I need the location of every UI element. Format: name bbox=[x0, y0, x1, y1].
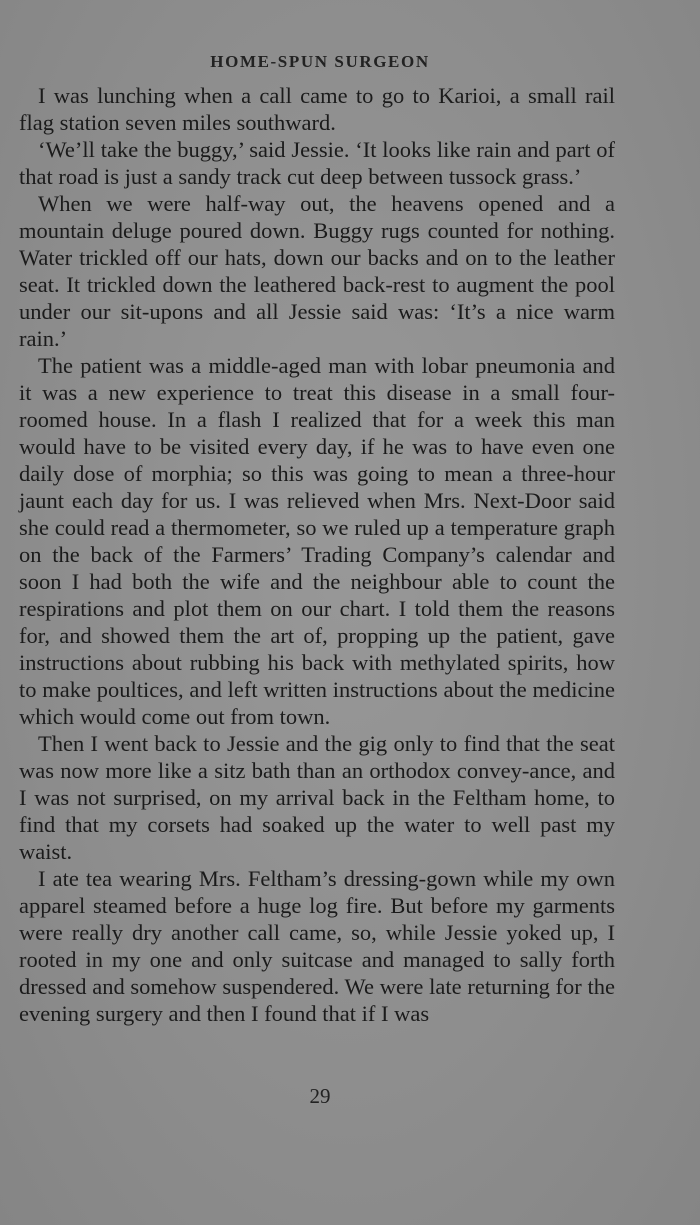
paragraph: ‘We’ll take the buggy,’ said Jessie. ‘It looks like rain and part of that road is just a sandy track cut deep between tussock grass.’ bbox=[19, 137, 615, 189]
paragraph: I was lunching when a call came to go to Karioi, a small rail flag station seven miles southward. bbox=[19, 83, 615, 135]
paragraph: I ate tea wearing Mrs. Feltham’s dressing-gown while my own apparel steamed before a huge log fire. But before my garments were really dry another call came, so, while Jessie yoked up, I rooted in my one and only suitcase and managed to sally forth dressed and somehow suspendered. We were late returning for the evening surgery and then I found that if I was bbox=[19, 866, 615, 1026]
paragraph: The patient was a middle-aged man with lobar pneumonia and it was a new experience to treat this disease in a small four-roomed house. In a flash I realized that for a week this man would have to be visited every day, if he was to have even one daily dose of morphia; so this was going to mean a three-hour jaunt each day for us. I was relieved when Mrs. Next-Door said she could read a thermometer, so we ruled up a temperature graph on the back of the Farmers’ Trading Company’s calendar and soon I had both the wife and the neighbour able to count the respirations and plot them on our chart. I told them the reasons for, and showed them the art of, propping up the patient, gave instructions about rubbing his back with methylated spirits, how to make poultices, and left written instructions about the medicine which would come out from town. bbox=[19, 353, 615, 729]
running-head: HOME-SPUN SURGEON bbox=[210, 52, 430, 71]
paragraph: When we were half-way out, the heavens opened and a mountain deluge poured down. Buggy rugs counted for nothing. Water trickled off our hats, down our backs and on to the leather seat. It trickled down the leathered back-rest to augment the pool under our sit-upons and all Jessie said was: ‘It’s a nice warm rain.’ bbox=[19, 191, 615, 351]
page-number: 29 bbox=[309, 1084, 331, 1108]
body-text bbox=[19, 82, 615, 1027]
paragraph: Then I went back to Jessie and the gig only to find that the seat was now more like a sitz bath than an orthodox convey-ance, and I was not surprised, on my arrival back in the Feltham home, to find that my corsets had soaked up the water to well past my waist. bbox=[19, 731, 615, 864]
